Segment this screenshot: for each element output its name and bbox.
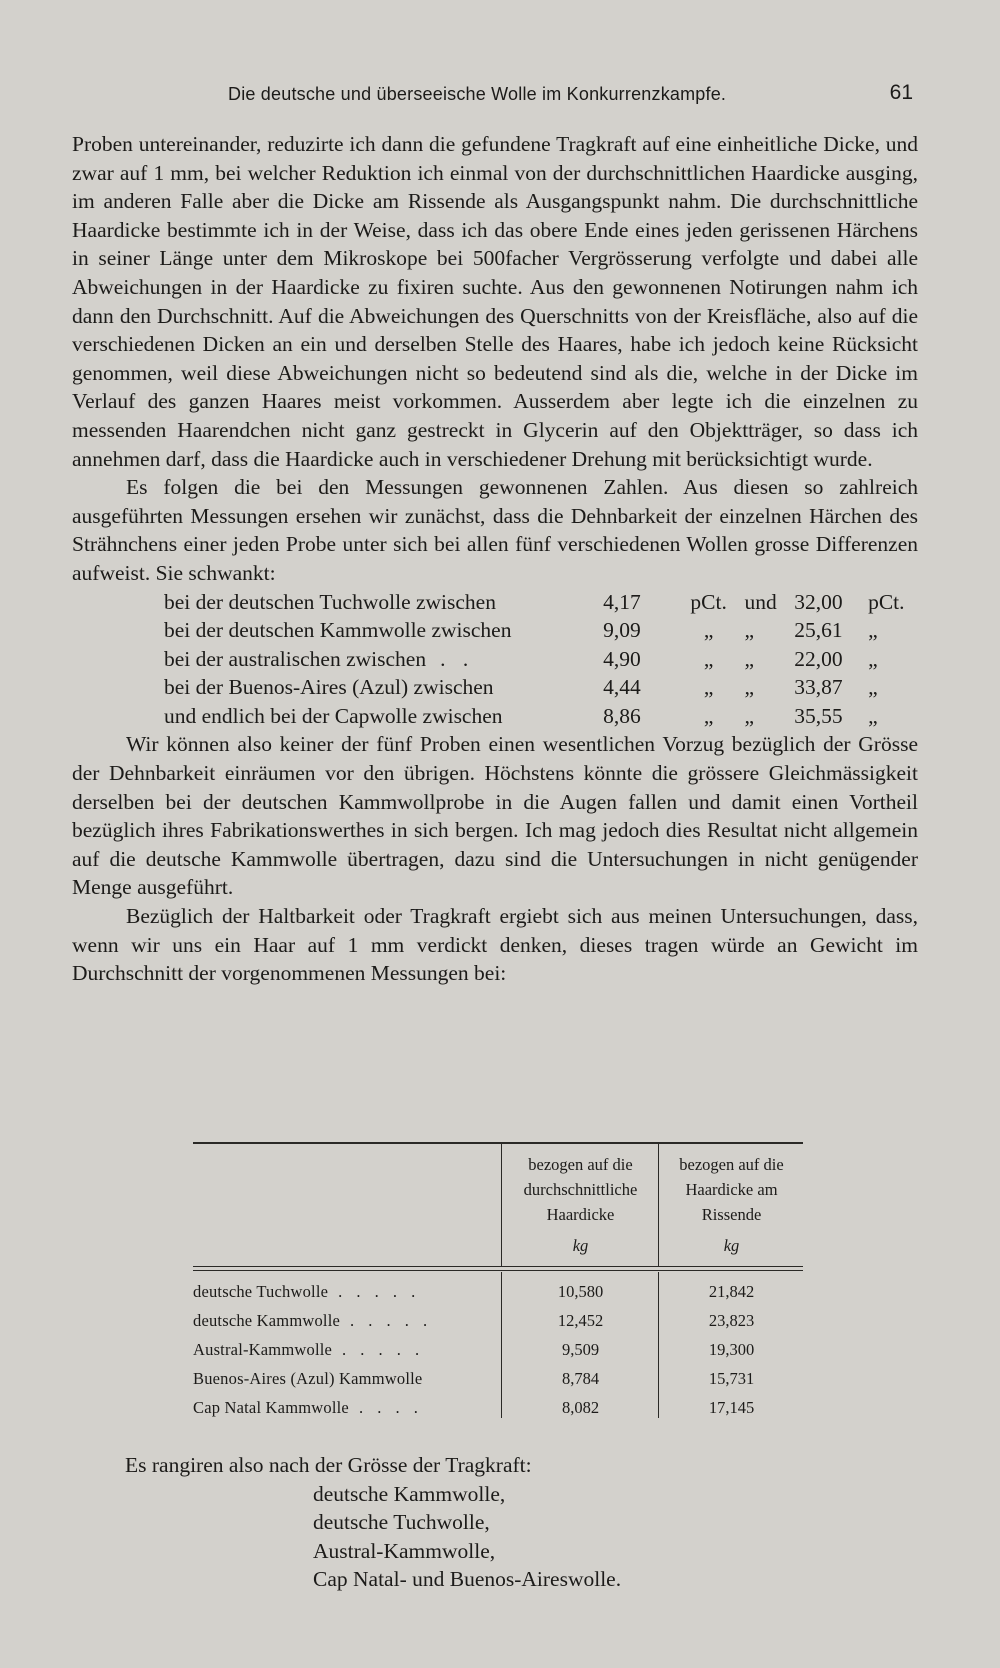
range-description: bei der deutschen Tuchwolle zwischen — [164, 589, 496, 614]
column-unit: kg — [723, 1236, 740, 1255]
range-description: und endlich bei der Capwolle zwischen — [164, 703, 503, 728]
paragraph-3: Wir können also keiner der fünf Proben einen wesentlichen Vorzug bezüglich der Grösse der Dehnbarkeit einräumen vor den übrigen. Höchstens könnte die grössere Gleichmässigkeit derselben bei der deutschen Kammwollprobe in die Augen fallen und damit einen Vortheil bezüglich ihres Fabrikationswerthes in sich bergen. Ich mag jedoch dies Resultat nicht allgemein auf die deutsche Kammwolle übertragen, dazu sind die Untersuchungen in nicht genügender Menge ausgeführt. — [72, 732, 918, 900]
paragraph-1: Proben untereinander, reduzirte ich dann die gefundene Tragkraft auf eine einheitliche Dicke, und zwar auf 1 mm, bei welcher Reduktion ich einmal von der durchschnittlichen Haardicke ausging, im anderen Falle aber die Dicke am Rissende als Ausgangspunkt nahm. Die durchschnittliche Haardicke bestimmte ich in der Weise, dass ich das obere Ende eines jeden gerissenen Härchens in seiner Länge unter dem Mikroskope bei 500facher Vergrösserung verfolgte und dabei alle Abweichungen in der Haardicke zu fixiren suchte. Aus den gewonnenen Notirungen nahm ich dann den Durchschnitt. Auf die Abweichungen des Querschnitts von der Kreisfläche, also auf die verschiedenen Dicken an ein und derselben Stelle des Haares, habe ich jedoch keine Rücksicht genommen, weil diese Abweichungen nicht so bedeutend sind als die, welche in der Dicke im Verlauf des ganzen Haares meist vorkommen. Ausserdem aber legte ich die einzelnen zu messenden Haarendchen nicht ganz gestreckt in Glycerin auf den Objektträger, so dass ich annehmen darf, dass die Haardicke auch in verschiedener Drehung mit berücksichtigt wurde. — [72, 132, 918, 471]
main-text — [72, 130, 918, 988]
ranking-item: Austral-Kammwolle, — [313, 1538, 496, 1563]
range-from-value: 4,44 — [603, 675, 641, 700]
leader-dots: . . . . . — [350, 1311, 433, 1330]
break-end-value: 15,731 — [708, 1369, 755, 1388]
range-unit: „ — [868, 703, 878, 728]
table-row — [193, 1340, 803, 1368]
range-unit: „ — [703, 646, 714, 671]
avg-thickness-value: 12,452 — [557, 1311, 604, 1330]
avg-thickness-value: 10,580 — [557, 1282, 604, 1301]
wool-type-label: Cap Natal Kammwolle — [193, 1398, 349, 1417]
column-header-line: Haardicke — [546, 1205, 615, 1224]
table-row — [193, 1398, 803, 1426]
ranking-item: Cap Natal- und Buenos-Aireswolle. — [313, 1567, 622, 1592]
wool-type-label: Buenos-Aires (Azul) Kammwolle — [193, 1369, 423, 1388]
range-unit: „ — [703, 703, 714, 728]
range-to-value: 35,55 — [794, 703, 843, 728]
range-row — [164, 588, 918, 617]
table-row — [193, 1282, 803, 1310]
paragraph-2: Es folgen die bei den Messungen gewonnenen Zahlen. Aus diesen so zahlreich ausgeführten Messungen ersehen wir zunächst, dass die Dehnbarkeit der einzelnen Härchen des Strähnchens einer jeden Probe unter sich bei allen fünf verschiedenen Wollen grosse Differenzen aufweist. Sie schwankt: — [72, 475, 918, 585]
column-header-break-end-thickness — [660, 1152, 803, 1258]
range-from-value: 8,86 — [603, 703, 641, 728]
range-unit: „ — [868, 618, 878, 643]
range-leader-dots: . . — [440, 646, 475, 671]
column-unit: kg — [572, 1236, 589, 1255]
break-end-value: 21,842 — [708, 1282, 755, 1301]
range-to-value: 33,87 — [794, 675, 843, 700]
break-end-value: 19,300 — [708, 1340, 755, 1359]
range-unit: „ — [868, 646, 878, 671]
column-header-line: bezogen auf die — [528, 1155, 633, 1174]
leader-dots: . . . . . — [342, 1340, 425, 1359]
column-header-line: bezogen auf die — [679, 1155, 784, 1174]
table-row — [193, 1311, 803, 1339]
range-description: bei der Buenos-Aires (Azul) zwischen — [164, 675, 494, 700]
ranking-item: deutsche Kammwolle, — [313, 1481, 506, 1506]
range-row — [164, 702, 918, 731]
ranking-section — [125, 1451, 905, 1594]
column-header-average-thickness — [503, 1152, 658, 1258]
ranking-item: deutsche Tuchwolle, — [313, 1510, 490, 1535]
ranking-intro: Es rangiren also nach der Grösse der Tragkraft: — [125, 1453, 532, 1477]
column-header-line: Haardicke am — [685, 1180, 778, 1199]
range-from-value: 4,17 — [603, 589, 641, 614]
break-end-value: 17,145 — [708, 1398, 755, 1417]
running-header — [228, 81, 913, 114]
table-column-divider — [658, 1144, 659, 1266]
wool-type-label: deutsche Kammwolle — [193, 1311, 341, 1330]
range-to-value: 25,61 — [794, 618, 843, 643]
wool-type-label: Austral-Kammwolle — [193, 1340, 333, 1359]
range-connector: „ — [744, 618, 754, 643]
range-unit: „ — [703, 675, 714, 700]
range-row — [164, 616, 918, 645]
range-row — [164, 673, 918, 702]
ranking-list — [313, 1480, 905, 1594]
elongation-range-list — [164, 588, 918, 731]
range-to-value: 32,00 — [794, 589, 843, 614]
range-connector: „ — [744, 646, 754, 671]
break-end-value: 23,823 — [708, 1311, 755, 1330]
range-from-value: 9,09 — [603, 618, 641, 643]
column-header-line: durchschnittliche — [523, 1180, 638, 1199]
range-connector: und — [744, 589, 777, 614]
avg-thickness-value: 9,509 — [561, 1340, 600, 1359]
leader-dots: . . . . — [358, 1398, 423, 1417]
paragraph-4: Bezüglich der Haltbarkeit oder Tragkraft ergiebt sich aus meinen Untersuchungen, dass, wenn wir uns ein Haar auf 1 mm verdickt denken, dieses tragen würde an Gewicht im Durchschnitt der vorgenommenen Messungen bei: — [72, 904, 918, 986]
range-unit: pCt. — [868, 589, 905, 614]
range-to-value: 22,00 — [794, 646, 843, 671]
range-from-value: 4,90 — [603, 646, 641, 671]
table-column-divider — [501, 1144, 502, 1266]
running-title: Die deutsche und überseeische Wolle im Konkurrenzkampfe. — [228, 84, 727, 104]
table-top-rule — [193, 1142, 803, 1144]
table-header-rule — [193, 1270, 803, 1271]
leader-dots: . . . . . — [338, 1282, 421, 1301]
range-connector: „ — [744, 703, 754, 728]
range-row — [164, 645, 918, 674]
page-number: 61 — [889, 81, 913, 104]
range-connector: „ — [744, 675, 754, 700]
range-description: bei der deutschen Kammwolle zwischen — [164, 618, 512, 643]
avg-thickness-value: 8,784 — [561, 1369, 600, 1388]
wool-type-label: deutsche Tuchwolle — [193, 1282, 329, 1301]
range-unit: „ — [703, 618, 714, 643]
range-unit: pCt. — [690, 589, 727, 614]
range-unit: „ — [868, 675, 878, 700]
table-header-rule — [193, 1266, 803, 1267]
range-description: bei der australischen zwischen — [164, 646, 427, 671]
avg-thickness-value: 8,082 — [561, 1398, 600, 1417]
column-header-line: Rissende — [701, 1205, 762, 1224]
table-row — [193, 1369, 803, 1397]
